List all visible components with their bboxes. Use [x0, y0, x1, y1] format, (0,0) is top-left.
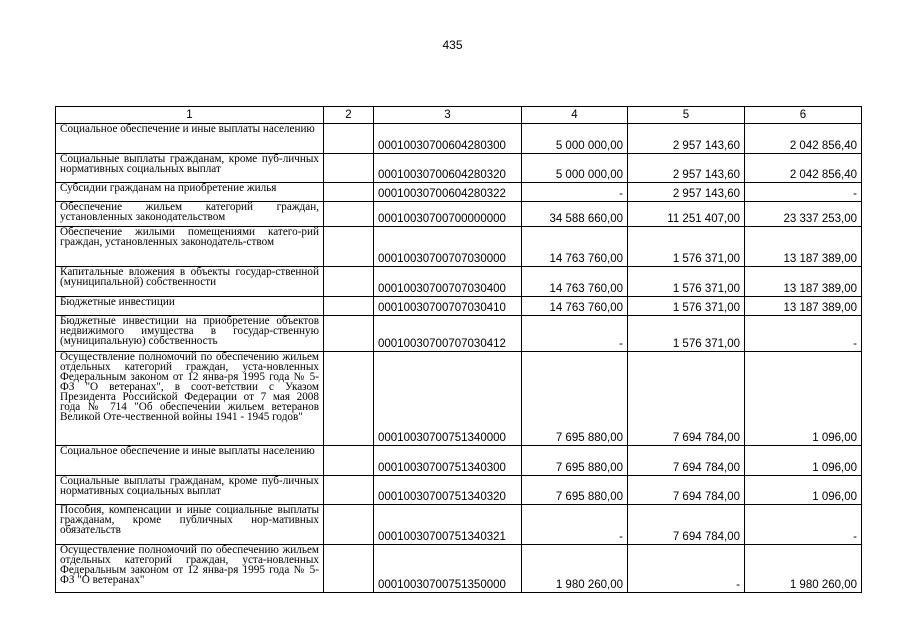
row-approved-cell: 5 000 000,00: [522, 124, 628, 154]
table-row: [56, 352, 862, 446]
row-unexecuted-cell: -: [745, 505, 862, 545]
row-code-cell: 00010030700751340300: [374, 446, 522, 476]
row-name-cell: Бюджетные инвестиции: [56, 297, 324, 316]
row-code-cell: 00010030700604280322: [374, 183, 522, 202]
table-row: [56, 505, 862, 545]
row-executed-cell: 7 694 784,00: [628, 446, 745, 476]
row-approved-cell: 7 695 880,00: [522, 446, 628, 476]
row-unexecuted-cell: -: [745, 183, 862, 202]
row-executed-cell: 7 694 784,00: [628, 352, 745, 446]
header-col-2: 2: [324, 107, 374, 124]
row-name-cell: Пособия, компенсации и иные социальные выплаты гражданам, кроме публичных нор-мативных обязательств: [56, 505, 324, 545]
header-col-6: 6: [745, 107, 862, 124]
row-unexecuted-cell: 13 187 389,00: [745, 297, 862, 316]
row-executed-cell: 7 694 784,00: [628, 505, 745, 545]
table-body: [56, 124, 862, 593]
table-row: [56, 476, 862, 505]
table-row: [56, 316, 862, 352]
row-col2-cell: [324, 202, 374, 227]
row-approved-cell: -: [522, 183, 628, 202]
row-approved-cell: 14 763 760,00: [522, 227, 628, 267]
row-approved-cell: 5 000 000,00: [522, 154, 628, 183]
row-col2-cell: [324, 505, 374, 545]
row-code-cell: 00010030700751340000: [374, 352, 522, 446]
row-col2-cell: [324, 316, 374, 352]
row-code-cell: 00010030700707030410: [374, 297, 522, 316]
row-code-cell: 00010030700700000000: [374, 202, 522, 227]
row-unexecuted-cell: 1 096,00: [745, 476, 862, 505]
row-code-cell: 00010030700707030000: [374, 227, 522, 267]
row-unexecuted-cell: 1 096,00: [745, 352, 862, 446]
table-row: [56, 446, 862, 476]
row-code-cell: 00010030700604280300: [374, 124, 522, 154]
row-code-cell: 00010030700604280320: [374, 154, 522, 183]
row-executed-cell: 1 576 371,00: [628, 227, 745, 267]
row-col2-cell: [324, 183, 374, 202]
page-number: 435: [442, 38, 463, 52]
row-col2-cell: [324, 154, 374, 183]
row-executed-cell: 1 576 371,00: [628, 316, 745, 352]
table-row: [56, 297, 862, 316]
header-col-3: 3: [374, 107, 522, 124]
table-header: [56, 107, 862, 124]
header-col-5: 5: [628, 107, 745, 124]
row-unexecuted-cell: 2 042 856,40: [745, 124, 862, 154]
row-executed-cell: 1 576 371,00: [628, 297, 745, 316]
row-executed-cell: 1 576 371,00: [628, 267, 745, 297]
row-col2-cell: [324, 446, 374, 476]
row-col2-cell: [324, 124, 374, 154]
row-code-cell: 00010030700707030412: [374, 316, 522, 352]
table-row: [56, 183, 862, 202]
row-col2-cell: [324, 267, 374, 297]
row-unexecuted-cell: 23 337 253,00: [745, 202, 862, 227]
row-name-cell: Субсидии гражданам на приобретение жилья: [56, 183, 324, 202]
row-col2-cell: [324, 352, 374, 446]
row-unexecuted-cell: 2 042 856,40: [745, 154, 862, 183]
row-name-cell: Капитальные вложения в объекты государ-ственной (муниципальной) собственности: [56, 267, 324, 297]
row-name-cell: Обеспечение жильем категорий граждан, установленных законодательством: [56, 202, 324, 227]
row-code-cell: 00010030700707030400: [374, 267, 522, 297]
table-row: [56, 202, 862, 227]
row-unexecuted-cell: 1 980 260,00: [745, 545, 862, 593]
row-code-cell: 00010030700751340321: [374, 505, 522, 545]
row-name-cell: Социальные выплаты гражданам, кроме пуб-личных нормативных социальных выплат: [56, 476, 324, 505]
row-col2-cell: [324, 297, 374, 316]
row-executed-cell: 2 957 143,60: [628, 124, 745, 154]
row-col2-cell: [324, 545, 374, 593]
header-row: [56, 107, 862, 124]
row-unexecuted-cell: 13 187 389,00: [745, 267, 862, 297]
row-name-cell: Социальные выплаты гражданам, кроме пуб-личных нормативных социальных выплат: [56, 154, 324, 183]
row-name-cell: Обеспечение жилыми помещениями катего-рий граждан, установленных законодатель-ством: [56, 227, 324, 267]
row-unexecuted-cell: 13 187 389,00: [745, 227, 862, 267]
row-executed-cell: 2 957 143,60: [628, 183, 745, 202]
row-unexecuted-cell: 1 096,00: [745, 446, 862, 476]
row-name-cell: Социальное обеспечение и иные выплаты населению: [56, 124, 324, 154]
row-approved-cell: 14 763 760,00: [522, 267, 628, 297]
row-executed-cell: 2 957 143,60: [628, 154, 745, 183]
row-executed-cell: -: [628, 545, 745, 593]
table-row: [56, 545, 862, 593]
header-col-4: 4: [522, 107, 628, 124]
row-approved-cell: 7 695 880,00: [522, 352, 628, 446]
row-approved-cell: 14 763 760,00: [522, 297, 628, 316]
table-row: [56, 227, 862, 267]
row-executed-cell: 11 251 407,00: [628, 202, 745, 227]
row-approved-cell: 1 980 260,00: [522, 545, 628, 593]
row-code-cell: 00010030700751340320: [374, 476, 522, 505]
row-code-cell: 00010030700751350000: [374, 545, 522, 593]
row-unexecuted-cell: -: [745, 316, 862, 352]
row-approved-cell: 34 588 660,00: [522, 202, 628, 227]
table-row: [56, 124, 862, 154]
row-approved-cell: -: [522, 505, 628, 545]
row-name-cell: Бюджетные инвестиции на приобретение объектов недвижимого имущества в государ-ственную (муниципальную) собственность: [56, 316, 324, 352]
row-approved-cell: -: [522, 316, 628, 352]
row-name-cell: Осуществление полномочий по обеспечению жильем отдельных категорий граждан, уста-новленных Федеральным законом от 12 янва-ря 1995 года № 5-ФЗ "О ветеранах", в соот-ветствии с Указом Президента Российской Федерации от 7 мая 2008 года № 714 "Об обеспечении жильем ветеранов Великой Оте-чественной войны 1941 - 1945 годов": [56, 352, 324, 446]
header-col-1: 1: [56, 107, 324, 124]
budget-execution-table: [55, 106, 862, 593]
table-row: [56, 154, 862, 183]
row-col2-cell: [324, 227, 374, 267]
row-approved-cell: 7 695 880,00: [522, 476, 628, 505]
row-name-cell: Социальное обеспечение и иные выплаты населению: [56, 446, 324, 476]
row-col2-cell: [324, 476, 374, 505]
row-name-cell: Осуществление полномочий по обеспечению жильем отдельных категорий граждан, уста-новленных Федеральным законом от 12 янва-ря 1995 года № 5-ФЗ "О ветеранах": [56, 545, 324, 593]
table-row: [56, 267, 862, 297]
row-executed-cell: 7 694 784,00: [628, 476, 745, 505]
